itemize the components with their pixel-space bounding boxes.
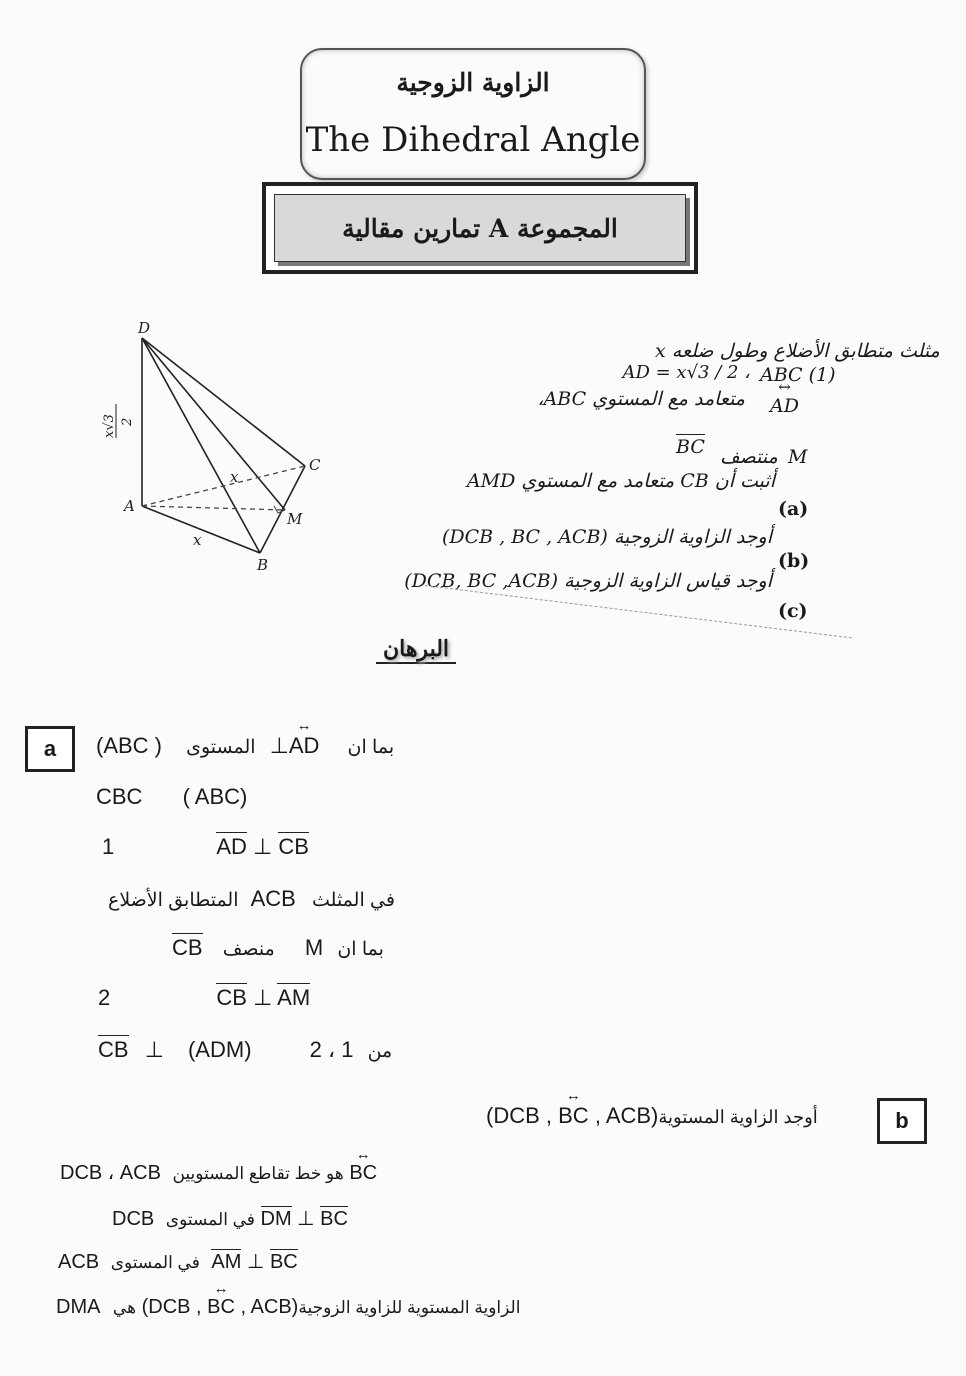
edge-dc <box>142 338 305 466</box>
proof-a-line-5: CB منصف M بما ان <box>172 935 384 960</box>
problem-line-2-text: متعامد مع المستوي ABC، <box>537 388 745 410</box>
problem-formula: AD = x√3 / 2 ، <box>622 362 750 383</box>
part-b-letter: (b) <box>778 550 810 572</box>
vertex-b-label: B <box>257 556 269 574</box>
pyramid-figure <box>80 318 330 578</box>
proof-heading: البرهان <box>376 636 456 664</box>
segment-am-hidden <box>142 506 285 510</box>
part-c-question: أوجد قياس الزاوية الزوجية (DCB, BC ,ACB) <box>404 570 772 592</box>
title-english: The Dihedral Angle <box>305 120 641 160</box>
vertex-m-label: M <box>287 510 303 528</box>
group-label-box <box>262 182 698 274</box>
height-label-bottom: 2 <box>120 417 135 426</box>
part-c-letter: (c) <box>778 600 808 622</box>
part-a-box: a <box>25 726 75 772</box>
edge-ac-hidden <box>142 466 305 506</box>
side-ac-label: x <box>230 468 239 486</box>
group-label: المجموعة A تمارين مقالية <box>274 194 686 262</box>
proof-a-line-6: 2 CB ⊥ AM <box>98 985 311 1010</box>
part-b-question: أوجد الزاوية الزوجية (DCB , BC , ACB) <box>441 526 772 548</box>
problem-ad: ↔ AD <box>770 395 799 417</box>
problem-m: M <box>788 446 808 468</box>
proof-a-line-2: CBC ( ABC) <box>96 784 248 809</box>
part-a-letter: (a) <box>778 498 809 520</box>
vertex-c-label: C <box>309 456 321 474</box>
proof-a-line-3: 1 AD ⊥ CB <box>102 834 309 859</box>
problem-number-line <box>760 364 836 386</box>
vertex-d-label: D <box>138 319 151 337</box>
vertex-a-label: A <box>124 497 135 515</box>
height-label-top: x√3 <box>102 414 117 438</box>
proof-b-line-2: DCB ، ACB هو خط تقاطع المستويين ↔ BC <box>60 1160 377 1185</box>
proof-a-line-4: المتطابق الأضلاع ACB في المثلث <box>108 886 395 911</box>
problem-number: (1) <box>808 364 836 386</box>
edge-db <box>142 338 260 553</box>
proof-b-line-3: DCB في المستوى DM ⊥ BC <box>112 1208 348 1230</box>
problem-bc: BC <box>676 436 705 458</box>
part-a-question: أثبت أن CB متعامد مع المستوي AMD <box>466 470 775 492</box>
proof-a-line-7: CB ⊥ (ADM) 2 ، 1 من <box>98 1037 393 1062</box>
part-b-box: b <box>877 1098 927 1144</box>
proof-b-line-4: ACB في المستوى AM ⊥ BC <box>58 1251 298 1273</box>
title-arabic: الزاوية الزوجية <box>396 68 550 97</box>
edge-dm <box>142 338 285 510</box>
problem-line-1: مثلث متطابق الأضلاع وطول ضلعه x <box>655 340 940 362</box>
triangle-abc: ABC <box>760 364 803 386</box>
title-box <box>300 48 646 180</box>
proof-a-line-1: (ABC ) المستوى ⊥↔ AD بما ان <box>96 733 394 759</box>
proof-b-line-1: (DCB , ↔ BC , ACB)أوجد الزاوية المستوية <box>486 1103 818 1129</box>
proof-b-line-5: DMA هي (DCB , ↔ BC , ACB)الزاوية المستوية للزاوية الزوجية <box>56 1296 520 1319</box>
side-ab-label: x <box>193 531 202 549</box>
problem-line-3-text: منتصف <box>720 446 778 468</box>
